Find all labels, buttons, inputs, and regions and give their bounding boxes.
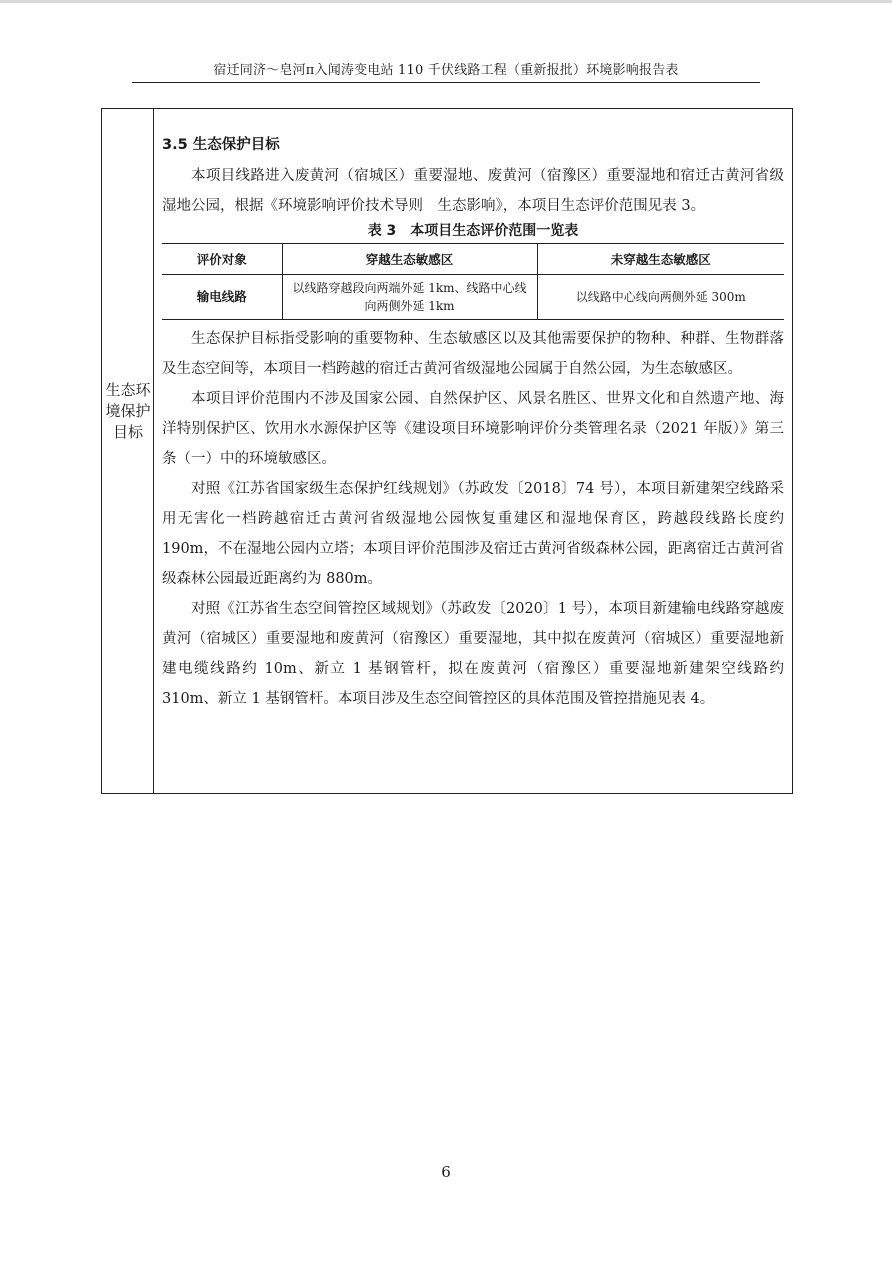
eco-scope-table [162, 243, 784, 320]
body-paragraph: 对照《江苏省国家级生态保护红线规划》（苏政发〔2018〕74 号），本项目新建架空线路采用无害化一档跨越宿迁古黄河省级湿地公园恢复重建区和湿地保育区，跨越段线路长度约 190m，不在湿地公园内立塔；本项目评价范围涉及宿迁古黄河省级森林公园，距离宿迁古黄河省级森林公园最近距离约为 880m。 [162, 481, 784, 587]
table-header-cell: 未穿越生态敏感区 [537, 244, 784, 275]
section-heading: 3.5 生态保护目标 [162, 137, 280, 153]
body-paragraph: 本项目评价范围内不涉及国家公园、自然保护区、风景名胜区、世界文化和自然遗产地、海洋特别保护区、饮用水水源保护区等《建设项目环境影响评价分类管理名录（2021 年版）》第三条（一）中的环境敏感区。 [162, 391, 784, 467]
table-row [162, 275, 784, 320]
table-cell: 输电线路 [162, 275, 282, 320]
table-cell: 以线路穿越段向两端外延 1km、线路中心线向两侧外延 1km [282, 275, 537, 320]
table-header-cell: 评价对象 [162, 244, 282, 275]
intro-paragraph: 本项目线路进入废黄河（宿城区）重要湿地、废黄河（宿豫区）重要湿地和宿迁古黄河省级湿地公园，根据《环境影响评价技术导则 生态影响》，本项目生态评价范围见表 3。 [162, 168, 784, 214]
table-header-row [162, 244, 784, 275]
header-rule [132, 82, 760, 83]
page-number: 6 [441, 1163, 451, 1181]
body-paragraph: 生态保护目标指受影响的重要物种、生态敏感区以及其他需要保护的物种、种群、生物群落及生态空间等，本项目一档跨越的宿迁古黄河省级湿地公园属于自然公园，为生态敏感区。 [162, 331, 784, 377]
table-caption: 表 3 本项目生态评价范围一览表 [367, 223, 579, 239]
scan-top-edge [0, 0, 892, 3]
report-form-table [101, 108, 793, 794]
row-label-cell [102, 109, 154, 793]
table-cell: 以线路中心线向两侧外延 300m [537, 275, 784, 320]
content-cell [162, 133, 784, 714]
body-paragraph: 对照《江苏省生态空间管控区域规划》（苏政发〔2020〕1 号），本项目新建输电线路穿越废黄河（宿城区）重要湿地和废黄河（宿豫区）重要湿地，其中拟在废黄河（宿城区）重要湿地新建电缆线路约 10m、新立 1 基钢管杆，拟在废黄河（宿豫区）重要湿地新建架空线路约 310m、新立 1 基钢管杆。本项目涉及生态空间管控区的具体范围及管控措施见表 4。 [162, 601, 784, 707]
table-header-cell: 穿越生态敏感区 [282, 244, 537, 275]
running-header: 宿迁同济～皂河π入闻涛变电站 110 千伏线路工程（重新报批）环境影响报告表 [213, 63, 679, 78]
row-label: 生态环境保护目标 [105, 381, 151, 441]
